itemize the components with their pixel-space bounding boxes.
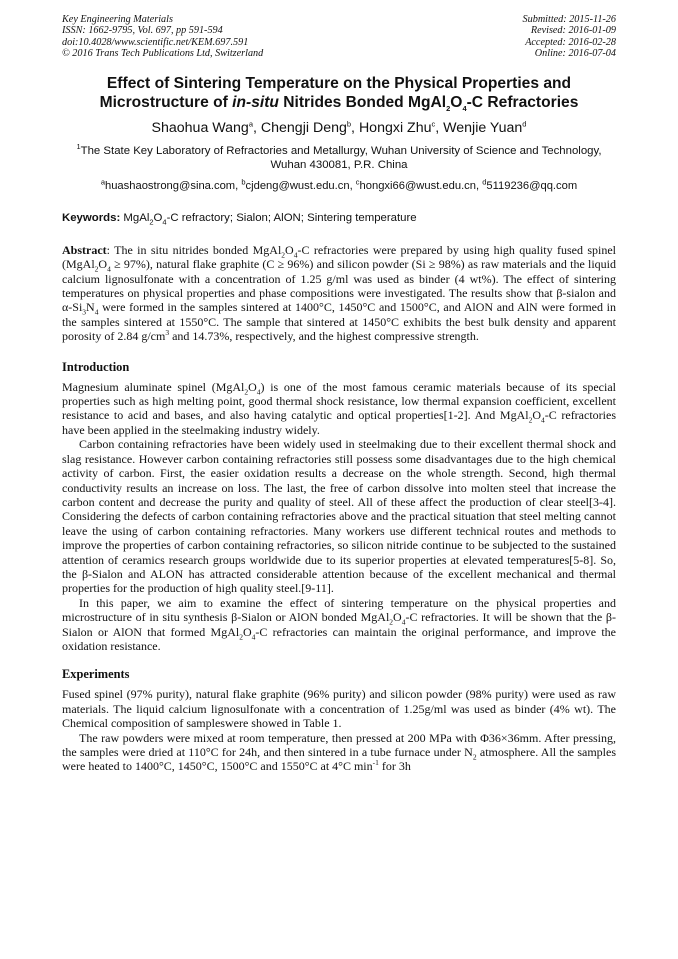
email: $^a$huashaostrong@sina.com, (100, 177, 242, 192)
doi: doi:10.4028/www.scientific.net/KEM.697.591 (62, 36, 249, 48)
paper-title (62, 74, 616, 112)
experiments-paragraph-2: The raw powders were mixed at room temperature, then pressed at 200 MPa with Φ36×36mm. After pressing, the samples were dried at 110°C for 24h, and then sintered in a tube furnace under $N_2$ atmosphere. All the samples were heated to 1400°C, 1450°C, 1500°C and 1550°C at 4°C $\min^{-1}$ for 3h (62, 730, 616, 774)
author: Wenjie Yuan$^d$ (443, 118, 527, 136)
email: $^d$5119236@qq.com (482, 177, 578, 192)
introduction-paragraph-2: Carbon containing refractories have been widely used in steelmaking due to their excellent thermal shock and slag resistance. However carbon containing refractories still possess some disadvantages due to the high chemical activity of carbon. First, the easier oxidation results a decrease on the whole strength. Second, high thermal conductivity results an increase on loss. The last, the free of carbon dissolve into molten steel that increase the carbon content and decrease the purity and quality of steel. All of these affect the production of clear steel[3-4]. Considering the defects of carbon containing refractories above and the practical situation that steel melting cannot leave the using of carbon containing refractories. Many workers use different technical routes and methods to improve the properties of carbon containing refractories, so silicon nitride continue to be subjected to the sustained attention of ceramics research groups worldwide due to its superior properties at elevated temperatures[5-8]. So, the β-Sialon and ALON has attracted considerable attention because of the excellent mechanical and thermal properties for the production of high quality steel.[9-11]. (62, 437, 616, 596)
online-date: Online: 2016-07-04 (534, 48, 616, 60)
email: $^c$hongxi66@wust.edu.cn, (355, 177, 483, 192)
email-list (62, 179, 616, 193)
author: Hongxi Zhu$^c$, (358, 118, 444, 136)
issn: ISSN: 1662-9795, Vol. 697, pp 591-594 (62, 25, 223, 37)
affiliation: $^1$The State Key Laboratory of Refractories and Metallurgy, Wuhan University of Science and Technology, Wuhan 430081, P.R. China (76, 141, 602, 172)
accepted-date: Accepted: 2016-02-28 (525, 36, 616, 48)
keywords: Keywords: $MgAl_2O_4-C$ refractory; Sialon; AlON; Sintering temperature (62, 211, 417, 227)
experiments-heading: Experiments (62, 667, 130, 682)
revised-date: Revised: 2016-01-09 (530, 25, 616, 37)
author: Shaohua Wang$^a$, (151, 118, 261, 136)
experiments-paragraph-1: Fused spinel (97% purity), natural flake graphite (96% purity) and silicon powder (98% purity) were used as raw materials. The liquid calcium lignosulfonate with a concentration of 1.25g/ml was used as binder (4% wt). The Chemical composition of sampleswere showed in Table 1. (62, 687, 616, 731)
email: $^b$cjdeng@wust.edu.cn, (241, 177, 356, 192)
introduction-heading: Introduction (62, 359, 130, 374)
author-list (62, 120, 616, 137)
journal-name: Key Engineering Materials (62, 14, 173, 25)
journal-info (62, 14, 263, 60)
title-line-2: Microstructure of in-situ Nitrides Bonded $MgAl_2O_4-C$ Refractories (99, 93, 579, 113)
keywords-label: Keywords: (62, 211, 121, 224)
submitted-date: Submitted: 2015-11-26 (522, 14, 616, 25)
dates-info (523, 14, 616, 60)
introduction-paragraph-3: In this paper, we aim to examine the effect of sintering temperature on the physical properties and microstructure of in situ synthesis β-Sialon or AlON bonded $MgAl_2O_4-C$ refractories. It will be shown that the β-Sialon or AlON that formed $MgAl_2O_4-C$ refractories can maintain the original performance, and improve the oxidation resistance. (62, 595, 617, 653)
copyright: © 2016 Trans Tech Publications Ltd, Switzerland (62, 48, 264, 60)
running-header (62, 14, 616, 60)
title-line-1: Effect of Sintering Temperature on the Physical Properties and (106, 74, 572, 92)
abstract-label: Abstract (62, 242, 107, 257)
abstract: Abstract: The in situ nitrides bonded $MgAl_2O_4-C$ refractories were prepared by using high quality fused spinel $(MgAl_2O_4 \ge 97\%)$, natural flake graphite (C ≥ 96%) and silicon powder (Si ≥ 98%) as raw materials and the liquid calcium lignosulfonate with a concentration of 1.25 g/ml was used as binder (4 wt%). The effect of sintering temperatures on physical properties and phase compositions were investigated. The results show that β-sialon and $\alpha-Si_3N_4$ were formed in the samples sintered at 1400°C, 1450°C and 1500°C, and AlON and AlN were formed in the samples sintered at 1550°C. The sample that sintered at 1450°C exhibits the best bulk density and apparent porosity of 2.84 $g/cm^3$ and 14.73%, respectively, and the highest compressive strength. (62, 242, 617, 344)
introduction-paragraph-1: Magnesium aluminate spinel $(MgAl_2O_4)$ is one of the most famous ceramic materials because of its special properties such as high melting point, good thermal shock resistance, low thermal expansion coefficient, excellent resistance to acid and bases, and also having catalytic and optical properties[1-2]. And $MgAl_2O_4-C$ refractories have been applied in the steelmaking industry widely. (62, 379, 616, 437)
author: Chengji Deng$^b$, (260, 118, 359, 136)
